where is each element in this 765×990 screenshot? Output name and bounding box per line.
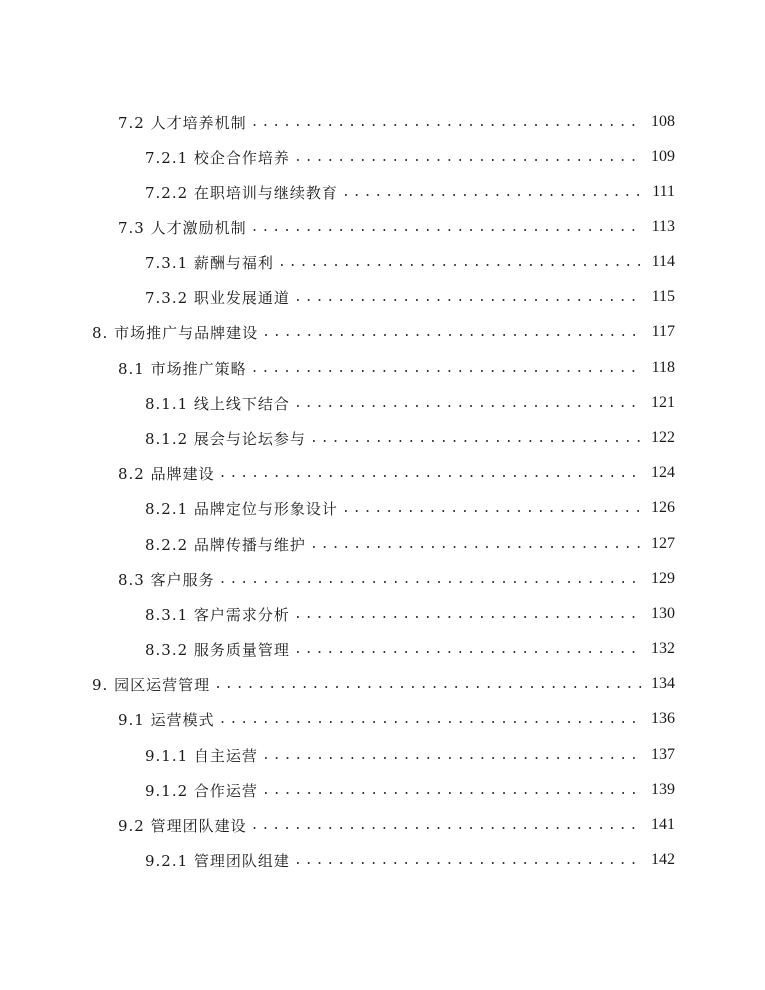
toc-dot-leader: [294, 607, 643, 622]
toc-page-number: 127: [651, 535, 675, 552]
toc-dot-leader: [342, 501, 643, 516]
toc-page-number: 132: [651, 640, 675, 657]
toc-entry[interactable]: [145, 142, 675, 172]
toc-entry-title: 7.2.1 校企合作培养: [145, 148, 290, 167]
toc-entry[interactable]: [92, 317, 675, 347]
toc-page-number: 139: [651, 781, 675, 798]
toc-page-number: 126: [651, 499, 675, 516]
toc-page-number: 111: [652, 183, 675, 200]
toc-entry-title: 8. 市场推广与品牌建设: [92, 323, 259, 342]
toc-page-number: 115: [651, 288, 675, 305]
toc-entry-title: 9.2 管理团队建设: [118, 816, 247, 835]
toc-page-number: 109: [651, 148, 675, 165]
toc-entry-title: 8.2 品牌建设: [118, 464, 215, 483]
toc-entry-title: 7.2.2 在职培训与继续教育: [145, 183, 338, 202]
toc-page-number: 117: [651, 323, 675, 340]
toc-entry-title: 7.3.2 职业发展通道: [145, 288, 290, 307]
toc-page-number: 137: [651, 746, 675, 763]
toc-page-number: 136: [651, 710, 675, 727]
toc-entry[interactable]: [145, 634, 675, 664]
toc-dot-leader: [219, 712, 643, 727]
toc-entry[interactable]: [145, 282, 675, 312]
toc-dot-leader: [219, 466, 643, 481]
toc-entry[interactable]: [145, 740, 675, 770]
toc-entry[interactable]: [118, 564, 675, 594]
toc-entry-title: 9.2.1 管理团队组建: [145, 851, 290, 870]
toc-entry-title: 9.1 运营模式: [118, 710, 215, 729]
toc-entry[interactable]: [92, 669, 675, 699]
toc-dot-leader: [251, 361, 643, 376]
toc-entry-title: 8.3.1 客户需求分析: [145, 605, 290, 624]
toc-entry[interactable]: [145, 599, 675, 629]
toc-dot-leader: [294, 853, 643, 868]
toc-entry[interactable]: [118, 704, 675, 734]
toc-dot-leader: [310, 431, 643, 446]
toc-entry-title: 9.1.2 合作运营: [145, 781, 258, 800]
toc-page-number: 129: [651, 570, 675, 587]
toc-entry-title: 8.1 市场推广策略: [118, 359, 247, 378]
toc-entry[interactable]: [118, 107, 675, 137]
toc-entry[interactable]: [145, 177, 675, 207]
toc-entry-title: 8.1.2 展会与论坛参与: [145, 429, 306, 448]
toc-entry[interactable]: [118, 212, 675, 242]
toc-dot-leader: [251, 220, 643, 235]
toc-page-number: 121: [651, 394, 675, 411]
toc-dot-leader: [310, 537, 643, 552]
toc-entry[interactable]: [118, 353, 675, 383]
toc-entry-title: 8.3.2 服务质量管理: [145, 640, 290, 659]
toc-dot-leader: [262, 325, 643, 340]
toc-entry-title: 8.3 客户服务: [118, 570, 215, 589]
toc-entry-title: 9.1.1 自主运营: [145, 746, 258, 765]
toc-page-number: 118: [651, 359, 675, 376]
toc-entry[interactable]: [145, 845, 675, 875]
toc-dot-leader: [219, 572, 643, 587]
toc-page-number: 142: [651, 851, 675, 868]
toc-entry-title: 8.2.1 品牌定位与形象设计: [145, 499, 338, 518]
toc-entry-title: 9. 园区运营管理: [92, 675, 211, 694]
toc-page-number: 134: [651, 675, 675, 692]
toc-dot-leader: [342, 185, 643, 200]
toc-page-number: 141: [651, 816, 675, 833]
toc-page-number: 113: [651, 218, 675, 235]
toc-entry-title: 7.3 人才激励机制: [118, 218, 247, 237]
toc-dot-leader: [294, 290, 643, 305]
toc-page-number: 114: [651, 253, 675, 270]
toc-page-number: 122: [651, 429, 675, 446]
toc-entry[interactable]: [145, 775, 675, 805]
toc-entry[interactable]: [118, 458, 675, 488]
toc-dot-leader: [251, 818, 643, 833]
toc-page-number: 108: [651, 113, 675, 130]
toc-dot-leader: [262, 748, 643, 763]
toc-dot-leader: [294, 396, 643, 411]
toc-entry[interactable]: [145, 247, 675, 277]
toc-dot-leader: [262, 783, 643, 798]
toc-page-number: 124: [651, 464, 675, 481]
toc-dot-leader: [214, 677, 643, 692]
toc-entry-title: 8.2.2 品牌传播与维护: [145, 535, 306, 554]
toc-entry[interactable]: [118, 810, 675, 840]
toc-dot-leader: [278, 255, 643, 270]
toc-entry-title: 8.1.1 线上线下结合: [145, 394, 290, 413]
toc-dot-leader: [251, 115, 643, 130]
toc-entry[interactable]: [145, 423, 675, 453]
toc-entry[interactable]: [145, 388, 675, 418]
toc-page-number: 130: [651, 605, 675, 622]
toc-dot-leader: [294, 150, 643, 165]
toc-entry[interactable]: [145, 493, 675, 523]
toc-entry-title: 7.3.1 薪酬与福利: [145, 253, 274, 272]
toc-dot-leader: [294, 642, 643, 657]
toc-entry-title: 7.2 人才培养机制: [118, 113, 247, 132]
toc-entry[interactable]: [145, 529, 675, 559]
